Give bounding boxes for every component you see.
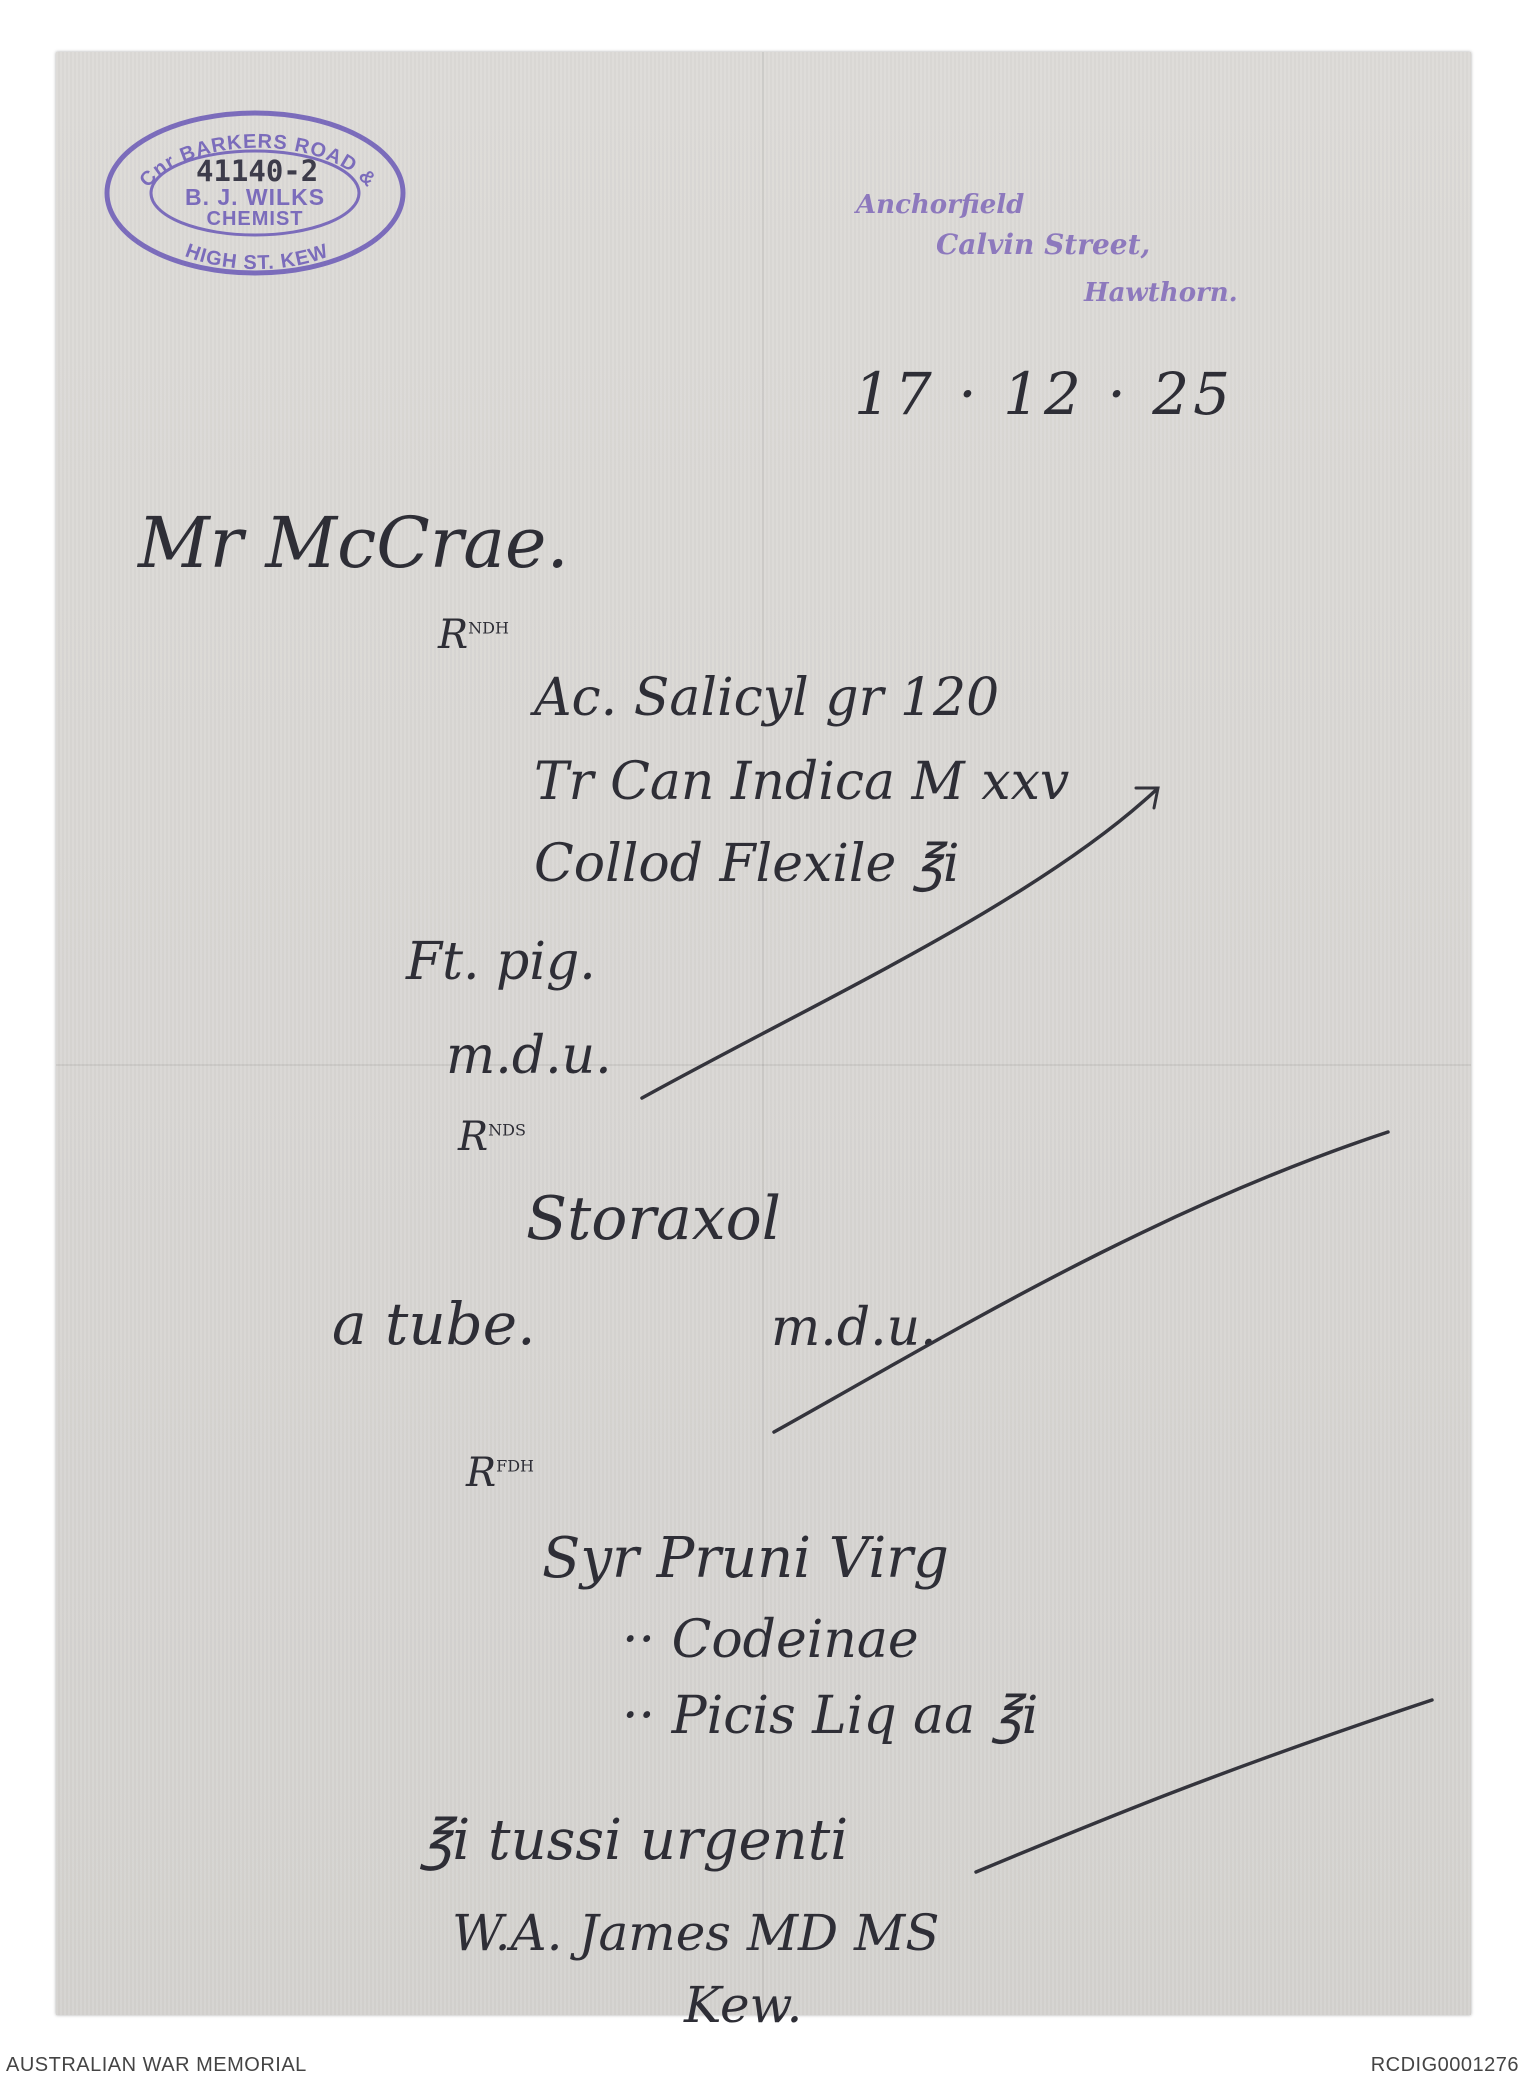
rx1-instruction-2: m.d.u.	[446, 1026, 612, 1086]
rx-superscript: NDH	[468, 618, 509, 638]
stamp-chemist-name: B. J. WILKS	[184, 184, 326, 210]
cancel-stroke-3	[976, 1700, 1432, 1872]
rx-superscript: NDS	[488, 1120, 526, 1140]
rx3-instruction: ℥i tussi urgenti	[420, 1808, 849, 1873]
rx-mark: R	[458, 1114, 489, 1160]
footer-institution: AUSTRALIAN WAR MEMORIAL	[6, 2054, 307, 2076]
patient-name: Mr McCrae.	[138, 502, 569, 584]
doctor-signature: W.A. James MD MS	[452, 1904, 940, 1962]
stamp-chemist-role: CHEMIST	[206, 208, 304, 230]
rx2-instruction: m.d.u.	[771, 1298, 937, 1358]
rx2-quantity: a tube.	[332, 1290, 536, 1358]
letterhead-suburb: Hawthorn.	[1084, 278, 1238, 308]
footer-catalogue-id: RCDIG0001276	[1370, 2054, 1519, 2076]
rx3-ingredient-2: ·· Codeinae	[622, 1610, 919, 1670]
rx-mark: R	[438, 612, 469, 658]
letter-date: 17 · 12 · 25	[854, 360, 1235, 428]
rx2-ingredient-1: Storaxol	[526, 1184, 781, 1254]
stamp-arc-top: Cnr BARKERS ROAD &	[135, 130, 381, 192]
rx-superscript: FDH	[496, 1456, 535, 1476]
rx3-ingredient-3: ·· Picis Liq aa ℥i	[622, 1686, 1039, 1746]
rx3-ingredient-1: Syr Pruni Virg	[542, 1526, 949, 1591]
letterhead-house-name: Anchorfield	[856, 190, 1025, 220]
rx1-ingredient-2: Tr Can Indica M xxv	[534, 752, 1070, 812]
stamp-reference-number: 41140-2	[196, 154, 319, 188]
letterhead-street: Calvin Street,	[936, 228, 1151, 261]
rx1-instruction-1: Ft. pig.	[406, 932, 596, 992]
rx1-ingredient-1: Ac. Salicyl gr 120	[534, 668, 1000, 728]
stamp-arc-bottom: HIGH ST. KEW	[182, 239, 332, 275]
rx-mark: R	[466, 1450, 497, 1496]
cancel-stroke-1	[642, 790, 1156, 1098]
rx1-ingredient-3: Collod Flexile ℥i	[534, 834, 960, 894]
letter-paper	[56, 52, 1471, 2034]
cancellation-strokes	[56, 52, 1471, 2015]
cancel-stroke-2	[774, 1132, 1388, 1432]
signature-place: Kew.	[684, 1976, 803, 2034]
